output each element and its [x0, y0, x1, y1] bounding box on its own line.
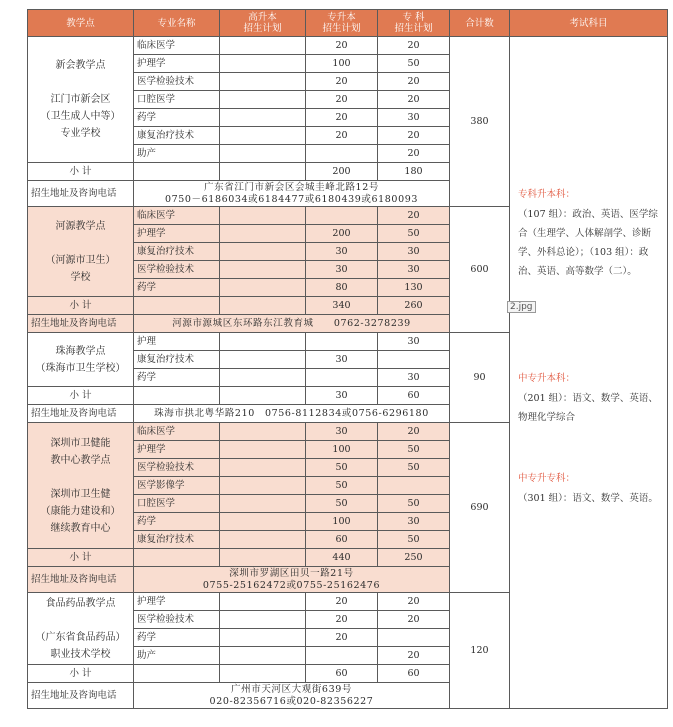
header-zk: 专 科 招生计划 — [378, 10, 450, 37]
zk-plan: 20 — [378, 647, 450, 665]
zk-plan: 20 — [378, 127, 450, 145]
zk-plan: 30 — [378, 109, 450, 127]
major-name: 医学检验技术 — [134, 73, 220, 91]
major-name: 医学影像学 — [134, 477, 220, 495]
school-name-line: 江门市新会区 — [50, 94, 111, 105]
gsb-plan — [220, 593, 306, 611]
major-name: 康复治疗技术 — [134, 243, 220, 261]
major-name: 口腔医学 — [134, 495, 220, 513]
gsb-plan — [220, 145, 306, 163]
address-label: 招生地址及咨询电话 — [28, 181, 134, 207]
subtotal-zk: 260 — [378, 297, 450, 315]
address-phone — [134, 181, 450, 207]
zk-plan: 30 — [378, 369, 450, 387]
school-name — [28, 593, 134, 665]
school-name-line: 深圳市卫健能 — [50, 437, 111, 449]
address-line: 珠海市拱北粤华路210 0756-8112834或0756-6296180 — [154, 407, 429, 419]
gsb-plan — [220, 495, 306, 513]
major-name: 康复治疗技术 — [134, 351, 220, 369]
image-filename-tag: 2.jpg — [507, 301, 536, 313]
header-school: 教学点 — [28, 10, 134, 37]
school-name — [28, 207, 134, 297]
zsb-plan — [306, 333, 378, 351]
school-name-line — [31, 235, 130, 252]
address-label: 招生地址及咨询电话 — [28, 567, 134, 593]
subtotal-zsb: 60 — [306, 665, 378, 683]
school-name-line: 教中心教学点 — [50, 454, 111, 466]
subtotal-label: 小 计 — [28, 665, 134, 683]
zk-plan: 20 — [378, 145, 450, 163]
group-total: 380 — [450, 37, 510, 207]
gsb-plan — [220, 647, 306, 665]
major-name: 护理学 — [134, 225, 220, 243]
school-name-line: 深圳市卫生健 — [50, 488, 111, 500]
gsb-plan — [220, 629, 306, 647]
gsb-plan — [220, 441, 306, 459]
school-name-line: 职业技术学校 — [50, 648, 111, 660]
subtotal-zk: 180 — [378, 163, 450, 181]
major-name: 助产 — [134, 647, 220, 665]
header-subjects: 考试科目 — [510, 10, 668, 37]
gsb-plan — [220, 37, 306, 55]
zsb-plan: 20 — [306, 91, 378, 109]
table-row — [28, 37, 668, 55]
zk-plan: 20 — [378, 423, 450, 441]
major-name: 临床医学 — [134, 423, 220, 441]
zsb-plan: 100 — [306, 513, 378, 531]
zsb-plan — [306, 207, 378, 225]
zsb-plan: 30 — [306, 351, 378, 369]
school-name-line: （广东省食品药品） — [35, 631, 126, 643]
gsb-plan — [220, 279, 306, 297]
table-cell — [134, 387, 220, 405]
zk-plan: 50 — [378, 495, 450, 513]
school-name-line: （河源市卫生） — [45, 254, 116, 266]
gsb-plan — [220, 225, 306, 243]
address-line: 0750－6186034或6184477或6180439或6180093 — [164, 193, 418, 205]
zk-plan: 30 — [378, 261, 450, 279]
zsb-plan: 60 — [306, 531, 378, 549]
zsb-plan — [306, 145, 378, 163]
school-name-line — [31, 612, 130, 629]
gsb-plan — [220, 127, 306, 145]
table-body — [28, 37, 668, 709]
zk-plan: 20 — [378, 207, 450, 225]
address-label: 招生地址及咨询电话 — [28, 683, 134, 709]
subtotal-gsb — [220, 163, 306, 181]
zsb-plan: 20 — [306, 37, 378, 55]
major-name: 药学 — [134, 109, 220, 127]
gsb-plan — [220, 459, 306, 477]
group-total: 90 — [450, 333, 510, 423]
zsb-plan — [306, 647, 378, 665]
zk-plan: 30 — [378, 333, 450, 351]
subtotal-label: 小 计 — [28, 387, 134, 405]
major-name: 口腔医学 — [134, 91, 220, 109]
subtotal-label: 小 计 — [28, 297, 134, 315]
school-name-line: （珠海市卫生学校） — [35, 362, 126, 374]
zsb-plan: 50 — [306, 477, 378, 495]
zsb-plan: 20 — [306, 611, 378, 629]
zk-plan: 30 — [378, 243, 450, 261]
header-row — [28, 10, 668, 37]
zsb-plan: 200 — [306, 225, 378, 243]
exam-subjects — [510, 37, 668, 709]
major-name: 护理 — [134, 333, 220, 351]
school-name-line: （康能力建设和） — [40, 505, 121, 517]
zsb-plan: 20 — [306, 127, 378, 145]
zk-plan: 50 — [378, 531, 450, 549]
zk-plan: 50 — [378, 441, 450, 459]
subtotal-zk: 60 — [378, 665, 450, 683]
zsb-plan: 50 — [306, 459, 378, 477]
zk-plan: 20 — [378, 611, 450, 629]
header-major: 专业名称 — [134, 10, 220, 37]
major-name: 临床医学 — [134, 37, 220, 55]
address-phone — [134, 405, 450, 423]
zsb-plan: 100 — [306, 441, 378, 459]
major-name: 临床医学 — [134, 207, 220, 225]
zsb-plan — [306, 369, 378, 387]
gsb-plan — [220, 73, 306, 91]
zk-plan: 30 — [378, 513, 450, 531]
zsb-plan: 80 — [306, 279, 378, 297]
address-phone — [134, 315, 450, 333]
major-name: 药学 — [134, 629, 220, 647]
major-name: 药学 — [134, 513, 220, 531]
gsb-plan — [220, 531, 306, 549]
zz-heading: 中专升本科： — [518, 373, 576, 384]
zsb-subjects: （107 组）：政治、英语、医学综合（生理学、人体解剖学、诊断学、外科总论）；（103 组）：政治、英语、高等数学（二）。 — [518, 209, 658, 277]
group-total: 600 — [450, 207, 510, 333]
subtotal-gsb — [220, 387, 306, 405]
gsb-plan — [220, 513, 306, 531]
subtotal-label: 小 计 — [28, 549, 134, 567]
zzk-subjects: （301 组）：语文、数学、英语。 — [518, 493, 658, 504]
school-name-line: 河源教学点 — [55, 220, 106, 232]
zk-plan: 130 — [378, 279, 450, 297]
header-zsb: 专升本 招生计划 — [306, 10, 378, 37]
subtotal-zsb: 30 — [306, 387, 378, 405]
school-name-line: 珠海教学点 — [55, 345, 106, 357]
subtotal-label: 小 计 — [28, 163, 134, 181]
zsb-plan: 20 — [306, 73, 378, 91]
zsb-heading: 专科升本科： — [518, 189, 576, 200]
zk-plan: 50 — [378, 225, 450, 243]
address-line: 广东省江门市新会区会城圭峰北路12号 — [204, 181, 379, 193]
zsb-plan: 30 — [306, 261, 378, 279]
address-line: 河源市源城区东环路东江教育城 0762-3278239 — [172, 317, 411, 329]
subtotal-gsb — [220, 549, 306, 567]
address-line: 0755-25162472或0755-25162476 — [202, 579, 381, 591]
address-label: 招生地址及咨询电话 — [28, 315, 134, 333]
subtotal-zsb: 440 — [306, 549, 378, 567]
zk-plan — [378, 477, 450, 495]
school-name-line: 新会教学点 — [55, 60, 106, 71]
school-name-line: （卫生成人中等） — [40, 111, 121, 122]
zk-plan: 50 — [378, 459, 450, 477]
major-name: 助产 — [134, 145, 220, 163]
table-cell — [134, 163, 220, 181]
school-name-line — [31, 469, 130, 486]
table-cell — [134, 549, 220, 567]
zk-plan: 20 — [378, 593, 450, 611]
school-name-line: 食品药品教学点 — [45, 597, 116, 609]
zk-plan — [378, 629, 450, 647]
zk-plan: 50 — [378, 55, 450, 73]
subtotal-zsb: 340 — [306, 297, 378, 315]
gsb-plan — [220, 369, 306, 387]
gsb-plan — [220, 477, 306, 495]
major-name: 护理学 — [134, 55, 220, 73]
school-name-line: 继续教育中心 — [50, 522, 111, 534]
zsb-plan: 20 — [306, 109, 378, 127]
major-name: 医学检验技术 — [134, 611, 220, 629]
school-name-line: 专业学校 — [60, 128, 101, 139]
major-name: 医学检验技术 — [134, 261, 220, 279]
major-name: 护理学 — [134, 593, 220, 611]
zsb-plan: 100 — [306, 55, 378, 73]
zsb-plan: 20 — [306, 629, 378, 647]
school-name-line: 学校 — [70, 271, 91, 283]
gsb-plan — [220, 261, 306, 279]
gsb-plan — [220, 423, 306, 441]
zk-plan: 20 — [378, 91, 450, 109]
gsb-plan — [220, 91, 306, 109]
header-gsb: 高升本 招生计划 — [220, 10, 306, 37]
zsb-plan: 50 — [306, 495, 378, 513]
header-total: 合计数 — [450, 10, 510, 37]
subtotal-zk: 250 — [378, 549, 450, 567]
subtotal-zsb: 200 — [306, 163, 378, 181]
zsb-plan: 20 — [306, 593, 378, 611]
gsb-plan — [220, 351, 306, 369]
gsb-plan — [220, 243, 306, 261]
major-name: 护理学 — [134, 441, 220, 459]
address-line: 020-82356716或020-82356227 — [209, 695, 374, 707]
zz-subjects: （201 组）：语文、数学、英语、物理化学综合 — [518, 393, 658, 423]
address-line: 深圳市罗湖区田贝一路21号 — [229, 567, 354, 579]
school-name — [28, 37, 134, 163]
school-name — [28, 333, 134, 387]
gsb-plan — [220, 207, 306, 225]
school-name — [28, 423, 134, 549]
table-cell — [134, 297, 220, 315]
gsb-plan — [220, 611, 306, 629]
address-label: 招生地址及咨询电话 — [28, 405, 134, 423]
gsb-plan — [220, 333, 306, 351]
address-line: 广州市天河区大观街639号 — [231, 683, 352, 695]
major-name: 医学检验技术 — [134, 459, 220, 477]
major-name: 药学 — [134, 369, 220, 387]
subtotal-gsb — [220, 297, 306, 315]
zk-plan: 20 — [378, 73, 450, 91]
gsb-plan — [220, 55, 306, 73]
zk-plan — [378, 351, 450, 369]
address-phone — [134, 683, 450, 709]
group-total: 120 — [450, 593, 510, 709]
table-cell — [134, 665, 220, 683]
address-phone — [134, 567, 450, 593]
subtotal-zk: 60 — [378, 387, 450, 405]
subtotal-gsb — [220, 665, 306, 683]
enrollment-table — [27, 9, 668, 709]
zk-plan: 20 — [378, 37, 450, 55]
zsb-plan: 30 — [306, 243, 378, 261]
zsb-plan: 30 — [306, 423, 378, 441]
major-name: 康复治疗技术 — [134, 127, 220, 145]
zzk-heading: 中专升专科： — [518, 473, 576, 484]
major-name: 康复治疗技术 — [134, 531, 220, 549]
gsb-plan — [220, 109, 306, 127]
school-name-line — [31, 74, 130, 91]
major-name: 药学 — [134, 279, 220, 297]
group-total: 690 — [450, 423, 510, 593]
